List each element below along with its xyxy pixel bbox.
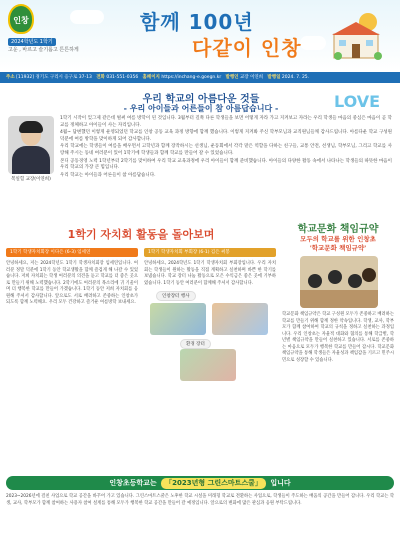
newsletter-header [0, 0, 400, 70]
fair-photo [150, 303, 206, 335]
cloud-decoration [70, 10, 104, 24]
publisher-label: 발행인 [225, 75, 239, 80]
council-president-column [6, 248, 138, 307]
phone-value: 031-551-0356 [106, 75, 139, 80]
banner-text: 인창초등학교는 [109, 479, 157, 487]
school-info [8, 38, 79, 54]
message-paragraph: 우리 학교에는 학생들이 여름을 배우면서 고학년과 함께 장작하시는 선생님, 운동회에서 각각 맡은 역할을 다하는 친구들, 교통 안전, 선생님, 학부모님, 그리고 학교를 사랑해 주시는 동네 여러분이 있어 1학기에 학생들과 함께 학교를 만들어 갈 수 있었습니다. [60, 144, 392, 156]
love-letters: LOVE [334, 92, 381, 111]
council-vice-column [144, 248, 276, 381]
message-paragraph: 4월~ 답변했던 이렇게 운영되었던 학교를 인창 공동 교육 과정 방향에 함께 했습니다. 이렇게 지켜봐 주신 학부모님과 교직원님들께 감사드립니다. 아름다운 학교 구성원 덕분에 여름 방학을 맞이하게 되어 감사합니다. [60, 130, 392, 142]
section-subtitle: 모두의 학교를 위한 인창초 [300, 235, 376, 243]
cloud-decoration [300, 36, 326, 50]
school-building-illustration [328, 8, 386, 62]
emblem-text: 인창 [13, 16, 29, 25]
message-paragraph: 우리 학교는 아이들과 어른들이 참 아름답습니다. [60, 172, 156, 178]
column-header: 1학기 학생자치회 부회장 (6-1) 김은 써봉 [144, 248, 276, 257]
principal-message-section [6, 88, 394, 214]
homepage-link[interactable]: https://inchang-e.goegn.kr [161, 75, 222, 80]
school-culture-section [282, 218, 394, 518]
section-title: 우리 학교의 아름다운 것들 [142, 94, 260, 105]
newsletter-title: 함께 100년 [140, 10, 254, 34]
homepage-label: 홈페이지 [142, 75, 160, 80]
green-smart-school-banner [6, 476, 394, 490]
banner-highlight: 「2023년형 그린스마트스쿨」 [161, 478, 266, 489]
column-header: 1학기 학생자치회장 이다은 (6-3) 임세연 [6, 248, 138, 257]
address-label: 주소 [6, 75, 15, 80]
message-paragraph: 본디 공동경영 노력 1학년부터 2학기를 맞이하여 우리 학교 교육과정에 우리 아이들이 함께 준비했습니다. 아이들의 다양한 활동 속에서 나타나는 학생들의 따뜻한 마음이 우리 학교의 가장 큰 힘입니다. [60, 158, 392, 171]
date-label: 발행일 [267, 75, 281, 80]
section-title: 학교문화 책임규약 [297, 224, 379, 235]
school-emblem [8, 4, 34, 34]
green-smart-school-text: 2023~2026년에 걸친 사업으로 학교 공간을 바꾸어 가고 있습니다. 그린스마트스쿨은 노후한 학교 시설을 미래형 학교로 전환하는 사업으로, 학생들이 주도하는 배움의 공간을 만들어 갑니다. 우리 학교는 학생, 교사, 학부모가 함께 참여하는 사용자 참여 설계를 통해 모두가 행복한 학교 공간을 만들어 갈 예정입니다. 앞으로의 변화에 많은 관심과 응원 부탁드립니다. [6, 494, 394, 506]
section-subtitle: '학교문화 책임규약' [309, 244, 367, 252]
fair-label: 환경 장터 [180, 339, 211, 349]
banner-text: 입니다 [270, 479, 291, 487]
date-value: 2024. 7. 25. [281, 75, 310, 80]
column-text: 안녕하세요, 저는 2024학년도 1학기 학생자치회장 임세연입니다. 여러분 정말 덕분에 1학기 동안 학교생활을 함께 즐겁게 해 나갈 수 있었습니다. 저희 자치회는 학생 여러분의 의견을 듣고 학교를 더 좋은 곳으로 만들기 위해 노력했습니다. 2학기에도 여러분의 목소리에 귀 기울이며 더 행복한 학교를 만들어 가겠습니다. 1학기 동안 저희 자치회를 응원해 주셔서 감사합니다. 앞으로도 서로 배려하고 존중하는 인창초가 되도록 함께 노력해요. 우리 모두 건강하고 즐거운 여름방학 보내세요. [6, 261, 138, 305]
fair-photo [180, 349, 236, 381]
principal-message-body [60, 116, 392, 180]
address-value: [11932] 경기도 구리시 응구로 37-13 [16, 75, 92, 80]
principal-photo [8, 116, 54, 174]
love-decoration [328, 88, 388, 116]
publisher-value: 교장 이연희 [239, 75, 264, 80]
section-title: 1학기 자치회 활동을 돌아보며 [67, 228, 215, 241]
year-badge: 2024학년도 1학기 [8, 38, 56, 46]
column-text: 안녕하세요, 2024학년도 1학기 학생자치회 부회장입니다. 우리 자치회는 학생들이 원하는 활동을 직접 계획하고 실천하며 바쁜 한 학기를 보냈습니다. 학교 장터 나눔 활동으로 모은 수익금은 좋은 곳에 기부하였습니다. 1학기 동안 여러분이 함께해 주셔서 감사합니다. [144, 261, 276, 286]
principal-caption: 복일힐 교장(이연희) [11, 177, 51, 182]
classroom-photo [300, 256, 378, 308]
fair-photo [212, 303, 268, 335]
section-text: 학교문화 책임규약은 학교 구성원 모두가 존중하고 배려하는 학교를 만들기 위해 함께 정한 약속입니다. 학생, 교사, 학부모가 함께 참여하여 학교의 규칙을 정하고 실천하는 과정입니다. 우리 인창초는 자율적 대화와 협의를 통해 학급별, 학년별 책임규약을 만들어 실천하고 있습니다. 서로를 존중하는 마음으로 모두가 행복한 학교를 만들어 갑시다. 학교문화 책임규약을 통해 학생들은 자율성과 책임감을 기르고 민주시민으로 성장할 수 있습니다. [282, 312, 394, 363]
school-slogan: 고운 , 바르고 슬기롭고 튼튼하게 [8, 47, 79, 53]
school-fair-photos [150, 291, 270, 381]
student-council-section [6, 218, 276, 518]
phone-label: 전화 [96, 75, 105, 80]
newsletter-subtitle: 다같이 인창 [192, 36, 302, 60]
message-paragraph: 1학기 시작이 엊그제 같은데 벌써 여름 방학이 된 것입니다. 3월부터 길쭉 다른 학생들을 보면 어떻게 자라 가고 지켜보고 자라는 우리 학생들 마음의 중심은 마음이 곧 학교를 정체하고 아이들이 사는 자리입니다. [60, 116, 392, 128]
section-subtitle: - 우리 아이들과 어른들이 참 아름답습니다 - [123, 104, 279, 113]
contact-info-bar [0, 72, 400, 83]
fair-label: 인창장터 행사 [156, 291, 196, 301]
